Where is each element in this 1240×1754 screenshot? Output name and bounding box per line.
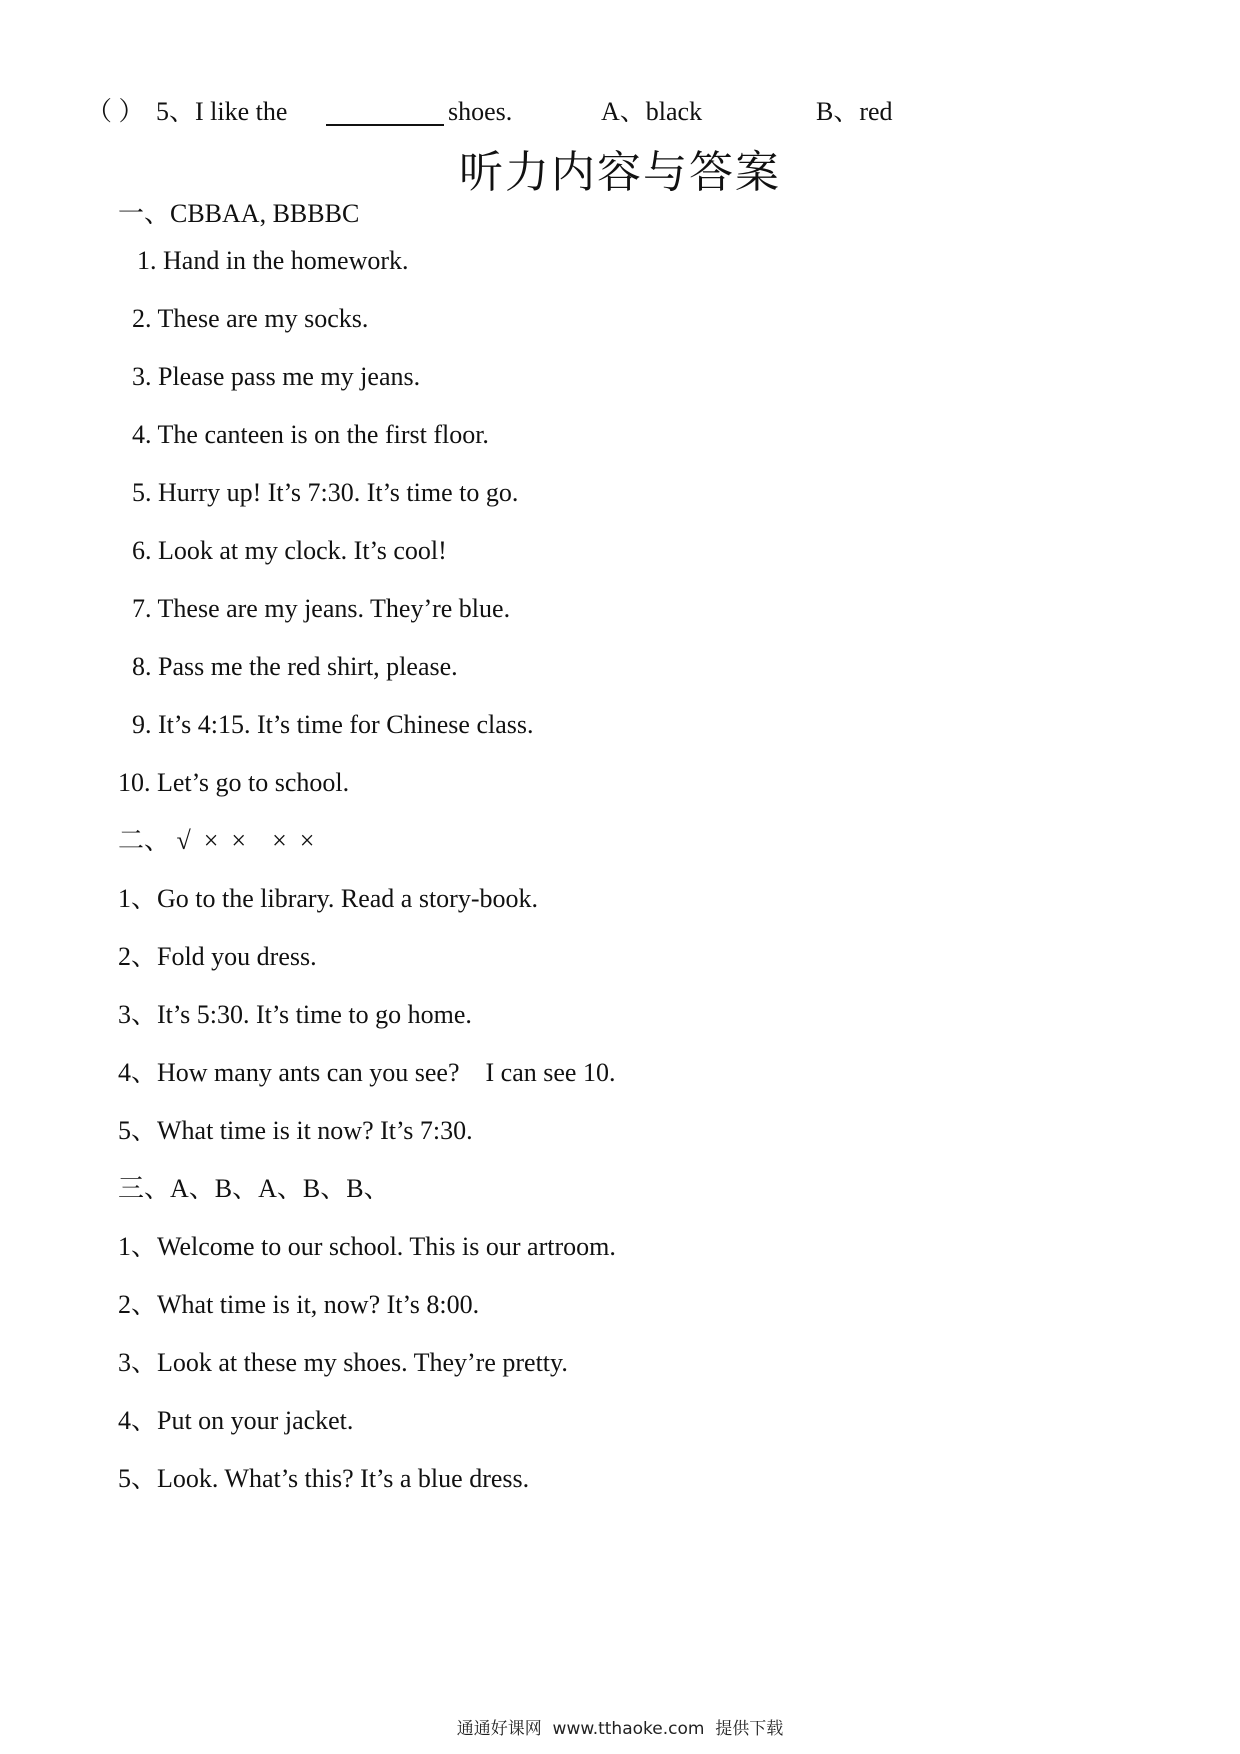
section-3-item: 2、What time is it, now? It’s 8:00. <box>118 1290 480 1319</box>
section-3-item: 1、Welcome to our school. This is our artroom. <box>118 1232 616 1261</box>
section-3-item: 3、Look at these my shoes. They’re pretty. <box>118 1348 568 1377</box>
section-1-item: 4. The canteen is on the first floor. <box>132 420 489 449</box>
section-1-heading: 一、CBBAA, BBBBC <box>118 199 360 228</box>
page-footer: 通通好课网 www.tthaoke.com 提供下载 <box>456 1719 784 1739</box>
section-1-item: 8. Pass me the red shirt, please. <box>132 652 458 681</box>
section-1-item: 3. Please pass me my jeans. <box>132 362 421 391</box>
option-a: A、black <box>601 97 703 126</box>
fill-in-blank <box>326 124 444 126</box>
section-3-heading: 三、A、B、A、B、B、 <box>118 1174 390 1203</box>
section-3-item: 5、Look. What’s this? It’s a blue dress. <box>118 1464 530 1493</box>
question-5-line <box>86 92 986 132</box>
section-2-item: 1、Go to the library. Read a story-book. <box>118 884 538 913</box>
question-text-prefix: 5、I like the <box>156 97 288 126</box>
section-1-item: 2. These are my socks. <box>132 304 369 333</box>
section-1-item: 7. These are my jeans. They’re blue. <box>132 594 511 623</box>
section-1-item: 10. Let’s go to school. <box>118 768 350 797</box>
section-2-heading: 二、 √ × × × × <box>118 826 315 855</box>
section-3-item: 4、Put on your jacket. <box>118 1406 354 1435</box>
section-2-item: 4、How many ants can you see? I can see 10. <box>118 1058 616 1087</box>
option-b: B、red <box>816 97 893 126</box>
section-2-item: 5、What time is it now? It’s 7:30. <box>118 1116 473 1145</box>
section-1-item: 6. Look at my clock. It’s cool! <box>132 536 447 565</box>
section-1-item: 5. Hurry up! It’s 7:30. It’s time to go. <box>132 478 519 507</box>
section-1-item: 1. Hand in the homework. <box>137 246 409 275</box>
section-2-item: 2、Fold you dress. <box>118 942 317 971</box>
section-2-item: 3、It’s 5:30. It’s time to go home. <box>118 1000 472 1029</box>
question-text-suffix: shoes. <box>448 97 513 126</box>
section-1-item: 9. It’s 4:15. It’s time for Chinese class. <box>132 710 534 739</box>
answer-parentheses: （ ） <box>86 97 145 126</box>
page-title: 听力内容与答案 <box>459 147 781 198</box>
